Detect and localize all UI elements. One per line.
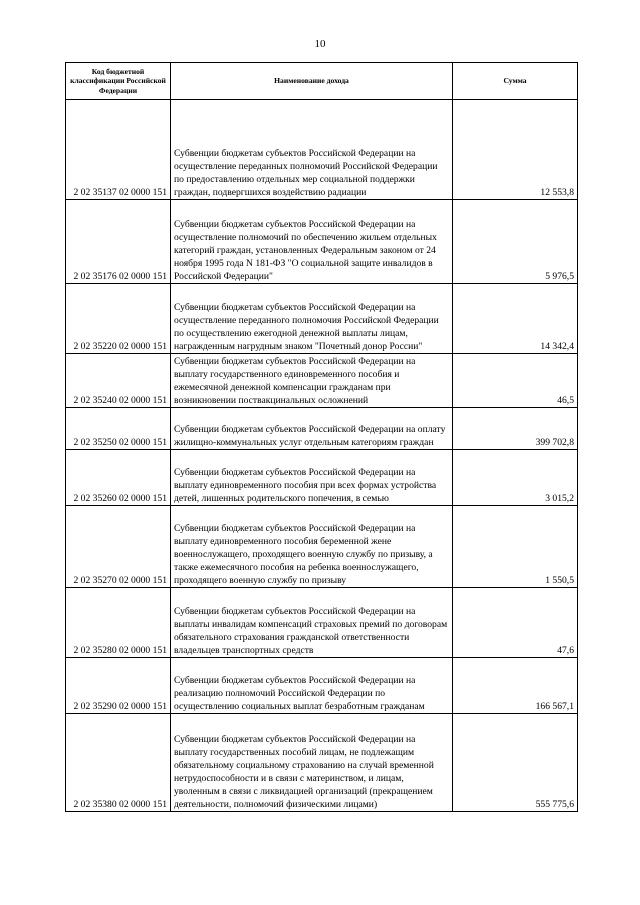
row-sum: 46,5 <box>453 354 578 408</box>
row-code: 2 02 35260 02 0000 151 <box>66 450 171 506</box>
row-sum: 166 567,1 <box>453 658 578 714</box>
row-code: 2 02 35240 02 0000 151 <box>66 354 171 408</box>
table-row <box>66 658 578 714</box>
row-name: Субвенции бюджетам субъектов Российской Федерации на осуществление переданных полномочий Российской Федерации по предоставлению отдельных мер социальной поддержки граждан, подвергшихся воздействию радиации <box>171 100 453 200</box>
row-sum: 12 553,8 <box>453 100 578 200</box>
row-code: 2 02 35380 02 0000 151 <box>66 714 171 812</box>
table-row <box>66 100 578 200</box>
row-name: Субвенции бюджетам субъектов Российской Федерации на выплаты инвалидам компенсаций страховых премий по договорам обязательного страхования гражданской ответственности владельцев транспортных средств <box>171 588 453 658</box>
row-code: 2 02 35250 02 0000 151 <box>66 408 171 450</box>
row-name: Субвенции бюджетам субъектов Российской Федерации на осуществление полномочий по обеспечению жильем отдельных категорий граждан, установленных Федеральным законом от 24 ноября 1995 года N 181-ФЗ "О социальной защите инвалидов в Российской Федерации" <box>171 200 453 284</box>
row-sum: 14 342,4 <box>453 284 578 354</box>
row-sum: 1 550,5 <box>453 506 578 588</box>
table-row <box>66 408 578 450</box>
header-code: Код бюджетной классификации Российской Федерации <box>66 63 171 100</box>
revenue-table <box>65 62 578 812</box>
row-name: Субвенции бюджетам субъектов Российской Федерации на оплату жилищно-коммунальных услуг отдельным категориям граждан <box>171 408 453 450</box>
table-row <box>66 284 578 354</box>
table-row <box>66 450 578 506</box>
header-sum: Сумма <box>453 63 578 100</box>
row-sum: 3 015,2 <box>453 450 578 506</box>
row-code: 2 02 35220 02 0000 151 <box>66 284 171 354</box>
row-code: 2 02 35270 02 0000 151 <box>66 506 171 588</box>
row-code: 2 02 35176 02 0000 151 <box>66 200 171 284</box>
row-name: Субвенции бюджетам субъектов Российской Федерации на выплату государственного единовременного пособия и ежемесячной денежной компенсации гражданам при возникновении поствакцинальных осложнений <box>171 354 453 408</box>
row-code: 2 02 35290 02 0000 151 <box>66 658 171 714</box>
row-name: Субвенции бюджетам субъектов Российской Федерации на выплату государственных пособий лицам, не подлежащим обязательному социальному страхованию на случай временной нетрудоспособности и в связи с материнством, и лицам, уволенным в связи с ликвидацией организаций (прекращением деятельности, полномочий физическими лицами) <box>171 714 453 812</box>
row-name: Субвенции бюджетам субъектов Российской Федерации на осуществление переданного полномочия Российской Федерации по осуществлению ежегодной денежной выплаты лицам, награжденным нагрудным знаком "Почетный донор России" <box>171 284 453 354</box>
row-code: 2 02 35137 02 0000 151 <box>66 100 171 200</box>
table-row <box>66 588 578 658</box>
row-name: Субвенции бюджетам субъектов Российской Федерации на выплату единовременного пособия беременной жене военнослужащего, проходящего военную службу по призыву, а также ежемесячного пособия на ребенка военнослужащего, проходящего военную службу по призыву <box>171 506 453 588</box>
row-sum: 555 775,6 <box>453 714 578 812</box>
header-name: Наименование дохода <box>171 63 453 100</box>
row-sum: 399 702,8 <box>453 408 578 450</box>
row-name: Субвенции бюджетам субъектов Российской Федерации на реализацию полномочий Российской Федерации по осуществлению социальных выплат безработным гражданам <box>171 658 453 714</box>
row-sum: 47,6 <box>453 588 578 658</box>
row-code: 2 02 35280 02 0000 151 <box>66 588 171 658</box>
table-header-row <box>66 63 578 100</box>
table-row <box>66 506 578 588</box>
table-row <box>66 354 578 408</box>
page-number: 10 <box>314 38 326 50</box>
row-name: Субвенции бюджетам субъектов Российской Федерации на выплату единовременного пособия при всех формах устройства детей, лишенных родительского попечения, в семью <box>171 450 453 506</box>
table-row <box>66 714 578 812</box>
row-sum: 5 976,5 <box>453 200 578 284</box>
table-row <box>66 200 578 284</box>
